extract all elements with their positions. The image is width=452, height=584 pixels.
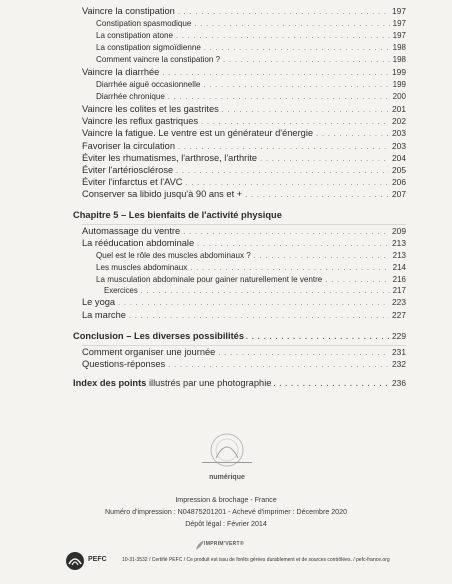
toc-entry [104, 286, 406, 295]
toc-title: Éviter l'artériosclérose [82, 165, 174, 175]
toc-title: Favoriser la circulation [82, 141, 176, 151]
toc-page: 216 [392, 275, 406, 284]
toc-page: 198 [392, 55, 406, 64]
toc-page: 198 [392, 43, 406, 52]
toc-entry [96, 43, 406, 52]
toc-page: 229 [392, 331, 406, 341]
toc-page: 217 [392, 286, 406, 295]
toc-page: 203 [392, 128, 406, 138]
toc-title: Chapitre 5 – Les bienfaits de l'activité physique [73, 210, 282, 220]
toc-title: Automassage du ventre [82, 226, 181, 236]
toc-page: 213 [392, 238, 406, 248]
pefc-logo-icon [64, 551, 86, 571]
toc-title: Conserver sa libido jusqu'à 90 ans et + [82, 189, 243, 199]
toc-title: Vaincre les reflux gastriques [82, 116, 199, 126]
toc-page: 197 [392, 6, 406, 16]
divider [82, 345, 406, 346]
toc-entry [82, 177, 406, 187]
toc-title: Vaincre la constipation [82, 6, 175, 16]
toc-title: La constipation atone [96, 31, 173, 40]
toc-page: 223 [392, 297, 406, 307]
toc-title: Vaincre la fatigue. Le ventre est un générateur d'énergie [82, 128, 314, 138]
toc-entry [82, 153, 406, 163]
toc-page: 200 [392, 92, 406, 101]
toc-page: 207 [392, 189, 406, 199]
toc-title: Les muscles abdominaux [96, 263, 188, 272]
imprim-vert-text: IMPRIM'VERT® [204, 541, 244, 547]
toc-title: Index des points [73, 378, 147, 388]
imprint-line: Impression & brochage - France [175, 496, 277, 504]
toc-title: Éviter les rhumatismes, l'arthrose, l'arthrite [82, 153, 258, 163]
toc-title: Vaincre la diarrhée [82, 67, 160, 77]
toc-entry [96, 19, 406, 28]
toc-title: Exercices [104, 286, 138, 295]
toc-page: 213 [392, 251, 406, 260]
chapter-heading [73, 331, 406, 341]
toc-title: Diarrhée aiguë occasionnelle [96, 80, 201, 89]
toc-page: 201 [392, 104, 406, 114]
toc-entry [82, 359, 406, 369]
toc-entry [96, 55, 406, 64]
toc-title: Diarrhée chronique [96, 92, 165, 101]
toc-title: Comment vaincre la constipation ? [96, 55, 221, 64]
toc-title-rest: illustrés par une photographie [146, 378, 272, 388]
toc-page: 197 [392, 19, 406, 28]
pefc-label: PEFC [88, 556, 107, 563]
toc-entry [82, 226, 406, 236]
toc-entry [82, 238, 406, 248]
divider [82, 224, 406, 225]
toc-entry [82, 189, 406, 199]
toc-page: 203 [392, 141, 406, 151]
toc-page: 199 [392, 67, 406, 77]
chapter-heading [73, 210, 406, 220]
toc-title: La musculation abdominale pour gainer naturellement le ventre [96, 275, 323, 284]
toc-entry [96, 263, 406, 272]
toc-page: 206 [392, 177, 406, 187]
toc-entry [82, 297, 406, 307]
toc-entry [82, 116, 406, 126]
toc-page: 209 [392, 226, 406, 236]
toc-page: 231 [392, 347, 406, 357]
toc-page: 214 [392, 263, 406, 272]
toc-title: Vaincre les colites et les gastrites [82, 104, 219, 114]
toc-title: Éviter l'infarctus et l'AVC [82, 177, 183, 187]
toc-entry [82, 6, 406, 16]
toc-page: 205 [392, 165, 406, 175]
toc-title: La constipation sigmoïdienne [96, 43, 201, 52]
toc-entry [82, 310, 406, 320]
toc-entry [82, 67, 406, 77]
toc-page: 199 [392, 80, 406, 89]
toc-title: Comment organiser une journée [82, 347, 216, 357]
toc-entry [82, 165, 406, 175]
toc-page: 236 [392, 378, 406, 388]
toc-entry [96, 80, 406, 89]
toc-entry [82, 141, 406, 151]
toc-title: Conclusion – Les diverses possibilités [73, 331, 245, 341]
toc-entry [96, 31, 406, 40]
toc-entry [96, 251, 406, 260]
toc-entry [82, 347, 406, 357]
toc-page: 197 [392, 31, 406, 40]
toc-page: 202 [392, 116, 406, 126]
toc-title: La rééducation abdominale [82, 238, 195, 248]
pefc-certification-line: 10-31-3532 / Certifié PEFC / Ce produit est issu de forêts gérées durablement et de sources contrôlées. / pefc-france.org [122, 557, 390, 563]
toc-title: Quel est le rôle des muscles abdominaux ? [96, 251, 251, 260]
toc-entry [82, 104, 406, 114]
toc-title: La marche [82, 310, 126, 320]
toc-title: Constipation spasmodique [96, 19, 192, 28]
toc-entry [96, 275, 406, 284]
printer-logo-icon [192, 428, 262, 472]
toc-entry [96, 92, 406, 101]
logo-text: numérique [209, 474, 245, 481]
toc-page: 227 [392, 310, 406, 320]
imprint-line: Dépôt légal : Février 2014 [185, 520, 267, 528]
toc-entry [82, 128, 406, 138]
toc-page: 204 [392, 153, 406, 163]
imprint-line: Numéro d'impression : N04875201201 - Achevé d'imprimer : Décembre 2020 [104, 508, 348, 516]
index-heading [73, 378, 406, 388]
toc-page: 232 [392, 359, 406, 369]
toc-title: Questions-réponses [82, 359, 166, 369]
toc-title: Le yoga [82, 297, 116, 307]
